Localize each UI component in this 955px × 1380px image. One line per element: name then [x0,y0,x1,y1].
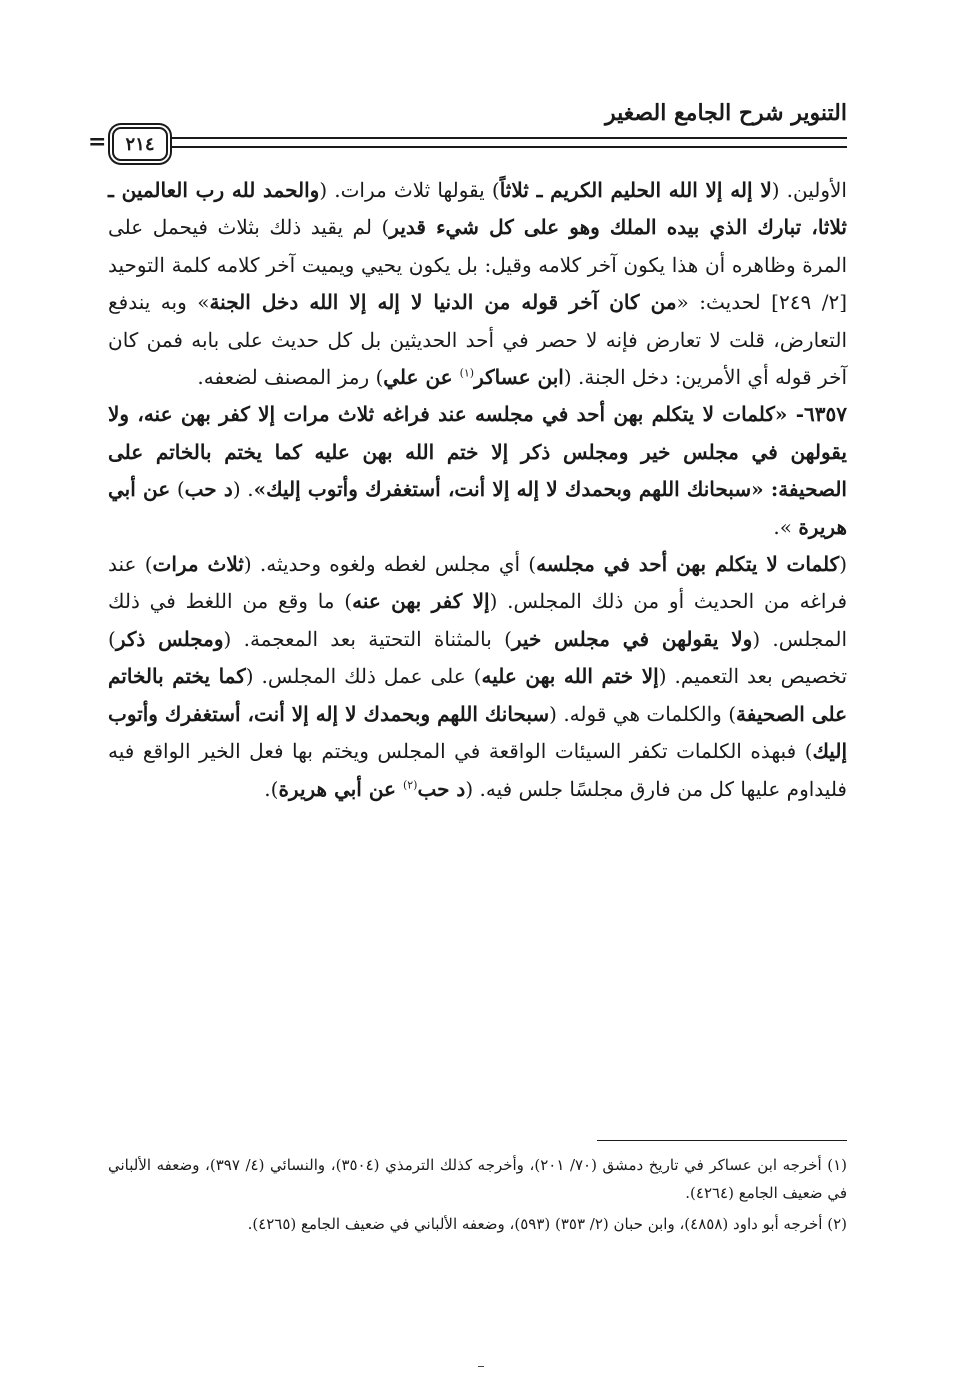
text-span: ). [264,776,279,801]
header-mark: = [88,129,107,155]
quoted-phrase: إلا كفر بهن عنه [352,589,490,614]
text-span: ) لم يقيد ذلك بثلاث فيحمل على المرة وظاهره أن هذا يكون آخر كلامه وقيل: بل يكون يحيي ويميت آخر كلامه كلمة التوحيد [٢/ ٢٤٩] لحديث: « [108,215,848,315]
text-span: الأولين. ( [771,178,847,202]
running-header-title: التنوير شرح الجامع الصغير [605,100,847,126]
text-span: . ( [232,477,254,502]
text-span: ) بالمثناة التحتية بعد المعجمة. ( [223,626,512,651]
hadith-number: ٦٣٥٧- « [774,402,848,427]
hadith-quote: من كان آخر قوله من الدنيا لا إله إلا الله دخل الجنة [209,290,677,315]
quoted-phrase: كلمات لا يتكلم بهن أحد في مجلسه [536,552,840,577]
text-span: ». [773,514,799,539]
quoted-phrase: ثلاث مرات [152,552,244,577]
main-text [108,172,847,808]
text-span: ) على عمل ذلك المجلس. ( [245,664,482,689]
text-span: ) [170,477,185,502]
text-span: » وبه يندفع التعارض، قلت لا تعارض فإنه لا حصر في أحد الحديثين بل كل حديث على بابه فمن كان آخر قوله أي الأمرين: دخل الجنة. ( [108,290,847,390]
text-span: ) تخصيص بعد التعميم. ( [108,626,848,689]
header-rule-top [170,137,847,139]
footnote-ref-2[interactable]: (٢) [402,777,418,791]
narrator: عن أبي هريرة [278,776,403,801]
text-span: ) يقولها ثلاث مرات. ( [319,178,500,202]
narrator: عن أبي هريرة [108,477,847,539]
hadith-quote: والحمد لله رب العالمين ـ ثلاثا، تبارك الذي بيده الملك وهو على كل شيء قدير [108,178,847,240]
quoted-phrase: سبحانك اللهم وبحمدك لا إله إلا أنت، أستغفرك وأتوب إليك [108,701,847,764]
quoted-phrase: إلا ختم الله بهن عليه [481,664,659,689]
footnote-1: (١) أخرجه ابن عساكر في تاريخ دمشق (٧٠/ ٢٠١)، وأخرجه كذلك الترمذي (٣٥٠٤)، والنسائي (٤/ ٣٩٧)، وضعفه الألباني في ضعيف الجامع (٤٢٦٤). [108,1156,847,1202]
source-attribution: ابن عساكر [474,365,564,390]
text-span: ) أي مجلس لغطه ولغوه وحديثه. ( [243,552,537,577]
text-span: ) رمز المصنف لضعفه. [197,365,384,390]
source-attribution: عن علي [383,365,460,390]
footnote-separator [597,1140,847,1141]
footnotes [108,1152,847,1243]
hadith-quote: لا إله إلا الله الحليم الكريم ـ ثلاثاً [499,178,772,202]
bottom-mark [478,1366,484,1367]
commentary-paragraph-1 [108,172,847,396]
quoted-phrase: كما يختم بالخاتم على الصحيفة [108,664,848,726]
quoted-phrase: ولا يقولهن في مجلس خير [511,626,753,651]
text-span: ) عند فراغه من الحديث أو من ذلك المجلس. ( [108,552,848,614]
footnote-2: (٢) أخرجه أبو داود (٤٨٥٨)، وابن حبان (٢/ ٣٥٣) (٥٩٣)، وضعفه الألباني في ضعيف الجامع (٤٢٦٥). [247,1215,847,1233]
source-code: د حب [184,477,233,502]
text-span: ( [839,552,847,577]
hadith-text: كلمات لا يتكلم بهن أحد في مجلسه عند فراغه ثلاث مرات إلا كفر بهن عنه، ولا يقولهن في مجلس خير ومجلس ذكر إلا ختم الله بهن عليه كما يختم بالخاتم على الصحيفة: «سبحانك اللهم وبحمدك لا إله إلا أنت، أستغفرك وأتوب إليك» [108,402,847,502]
hadith-entry-6357 [108,396,847,546]
commentary-paragraph-2 [108,546,847,808]
text-span: ) فبهذه الكلمات تكفر السيئات الواقعة في المجلس ويختم بها فعل الخير الواقع فيه فليداوم عليها كل من فارق مجلسًا جلس فيه. ( [108,739,847,801]
text-span: ) ما وقع من اللغط في ذلك المجلس. ( [108,589,848,651]
text-span: ) والكلمات هي قوله. ( [549,701,737,726]
header-rule-bottom [170,146,847,148]
quoted-phrase: ومجلس ذكر [115,626,224,651]
source-code: د حب [417,776,466,801]
page-number: ٢١٤ [112,127,168,161]
footnote-ref-1[interactable]: (١) [459,366,475,380]
